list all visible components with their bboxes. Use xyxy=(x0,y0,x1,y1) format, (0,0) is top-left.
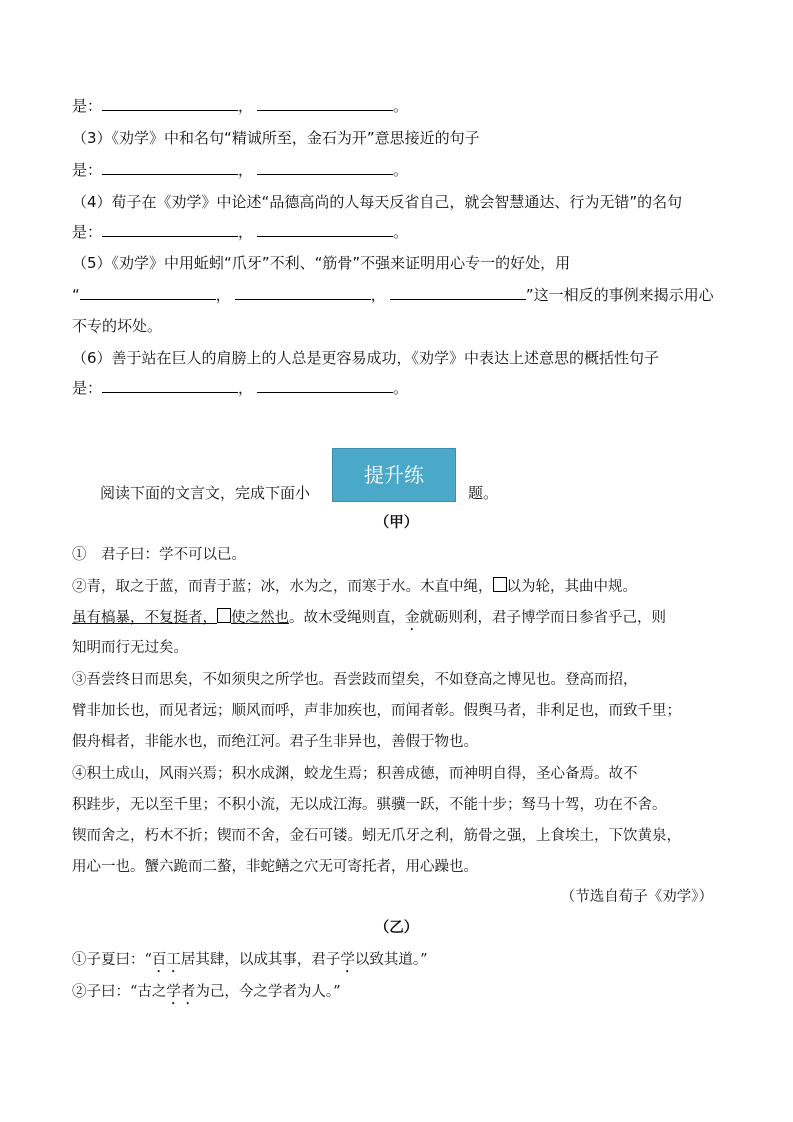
yi-l2-b: 为己，今之学者为人。” xyxy=(195,984,341,1000)
jia-paragraph-4-line-2: 积跬步，无以至千里；不积小流，无以成江海。骐骥一跃，不能十步；驽马十驾，功在不舍。 xyxy=(72,797,667,813)
q2-prefix: 是： xyxy=(72,97,103,115)
q5-blank-2[interactable] xyxy=(235,285,371,300)
q4-question: （4）荀子在《劝学》中论述“品德高尚的人每天反省自己，就会智慧通达、行为无错”的名句 xyxy=(72,193,683,211)
q5-blank-1[interactable] xyxy=(80,285,216,300)
q6-end: 。 xyxy=(393,379,409,397)
q6-prefix: 是： xyxy=(72,379,103,397)
blank-box-1 xyxy=(493,577,507,592)
jia-paragraph-3-line-3: 假舟楫者，非能水也，而绝江河。君子生非异也，善假于物也。 xyxy=(72,734,478,750)
q3-question: （3）《劝学》中和名句“精诚所至，金石为开”意思接近的句子 xyxy=(72,129,480,147)
q6-sep: ， xyxy=(238,379,254,397)
jia-paragraph-2-line-1 xyxy=(72,577,637,597)
q2-blank-1[interactable] xyxy=(102,96,238,111)
p2-text-c: 。故木受绳则直， xyxy=(289,610,405,626)
q3-end: 。 xyxy=(393,161,409,179)
q4-blank-2[interactable] xyxy=(257,222,393,237)
q3-blank-1[interactable] xyxy=(102,160,238,175)
q2-end: 。 xyxy=(393,97,409,115)
q5-line3: 不专的坏处。 xyxy=(72,317,163,335)
jia-paragraph-3-line-1: ③吾尝终日而思矣，不如须臾之所学也。吾尝跂而望矣，不如登高之博见也。登高而招， xyxy=(72,672,638,688)
q5-answer-line xyxy=(72,285,714,305)
reading-intro: 阅读下面的文言文，完成下面小 xyxy=(100,484,311,502)
blank-box-2 xyxy=(217,608,231,623)
p2-text-b: 以为轮，其曲中规。 xyxy=(506,579,637,595)
ul-part-1: 虽有槁暴，不复挺者， xyxy=(72,610,217,626)
yi-l2-a: ②子曰：“古之 xyxy=(72,984,167,1000)
jia-paragraph-4-line-1: ④积土成山，风雨兴焉；积水成渊，蛟龙生焉；积善成德，而神明自得，圣心备焉。故不 xyxy=(72,766,638,782)
q6-question: （6）善于站在巨人的肩膀上的人总是更容易成功，《劝学》中表达上述意思的概括性句子 xyxy=(72,349,660,367)
q6-answer-line xyxy=(72,378,408,398)
jia-source: （节选自荀子《劝学》） xyxy=(560,889,713,905)
q4-blank-1[interactable] xyxy=(102,222,238,237)
reading-intro-end: 题。 xyxy=(468,484,499,502)
yi-l1-c: 以致其道。” xyxy=(354,952,428,968)
q5-open-quote: “ xyxy=(72,286,80,304)
jia-paragraph-2-line-2 xyxy=(72,608,666,634)
q5-tail: ”这一相反的事例来揭示用心 xyxy=(525,286,714,304)
jia-paragraph-2-line-3: 知明而行无过矣。 xyxy=(72,640,188,656)
jia-paragraph-4-line-4: 用心一也。蟹六跪而二螯，非蛇鳝之穴无可寄托者，用心躁也。 xyxy=(72,859,478,875)
q4-sep: ， xyxy=(238,223,254,241)
yi-title: （乙） xyxy=(374,919,419,936)
tisheng-practice-button[interactable]: 提升练 xyxy=(332,448,456,502)
dotted-xue: 学 xyxy=(340,952,355,968)
q4-answer-line xyxy=(72,222,408,242)
q5-sep-1: ， xyxy=(215,286,231,304)
q3-sep: ， xyxy=(238,161,254,179)
p2-text-a: ②青，取之于蓝，而青于蓝；冰，水为之，而寒于水。木直中绳， xyxy=(72,579,493,595)
q2-blank-2[interactable] xyxy=(257,96,393,111)
yi-l1-b: 居其肆，以成其事，君子 xyxy=(180,952,341,968)
q4-end: 。 xyxy=(393,223,409,241)
q5-blank-3[interactable] xyxy=(390,285,526,300)
q3-answer-line xyxy=(72,160,408,180)
jia-paragraph-4-line-3: 锲而舍之，朽木不折；锲而不舍，金石可镂。蚓无爪牙之利，筋骨之强，上食埃土，下饮黄泉， xyxy=(72,828,681,844)
q3-prefix: 是： xyxy=(72,161,103,179)
yi-line-1 xyxy=(72,950,428,976)
jia-paragraph-1: ① 君子曰：学不可以已。 xyxy=(72,547,246,563)
ul-part-2: 使之然也 xyxy=(231,610,289,626)
q5-sep-2: ， xyxy=(370,286,386,304)
q2-sep: ， xyxy=(238,97,254,115)
p2-text-d: 就砺则利，君子博学而日参省乎己，则 xyxy=(419,610,666,626)
q6-blank-2[interactable] xyxy=(257,378,393,393)
q2-answer-line xyxy=(72,96,408,116)
yi-l1-a: ①子夏曰：“ xyxy=(72,952,152,968)
jia-title: （甲） xyxy=(374,514,419,531)
jia-paragraph-3-line-2: 臂非加长也，而见者远；顺风而呼，声非加疾也，而闻者彰。假舆马者，非利足也，而致千里； xyxy=(72,703,681,719)
dotted-char-jin: 金 xyxy=(405,610,420,626)
underlined-sentence xyxy=(72,610,289,626)
q4-prefix: 是： xyxy=(72,223,103,241)
q6-blank-1[interactable] xyxy=(102,378,238,393)
dotted-xuezhe: 学者 xyxy=(166,984,196,1000)
dotted-baigong: 百工 xyxy=(151,952,181,968)
yi-line-2 xyxy=(72,982,341,1008)
q3-blank-2[interactable] xyxy=(257,160,393,175)
q5-question: （5）《劝学》中用蚯蚓“爪牙”不利、“筋骨”不强来证明用心专一的好处，用 xyxy=(72,254,571,272)
